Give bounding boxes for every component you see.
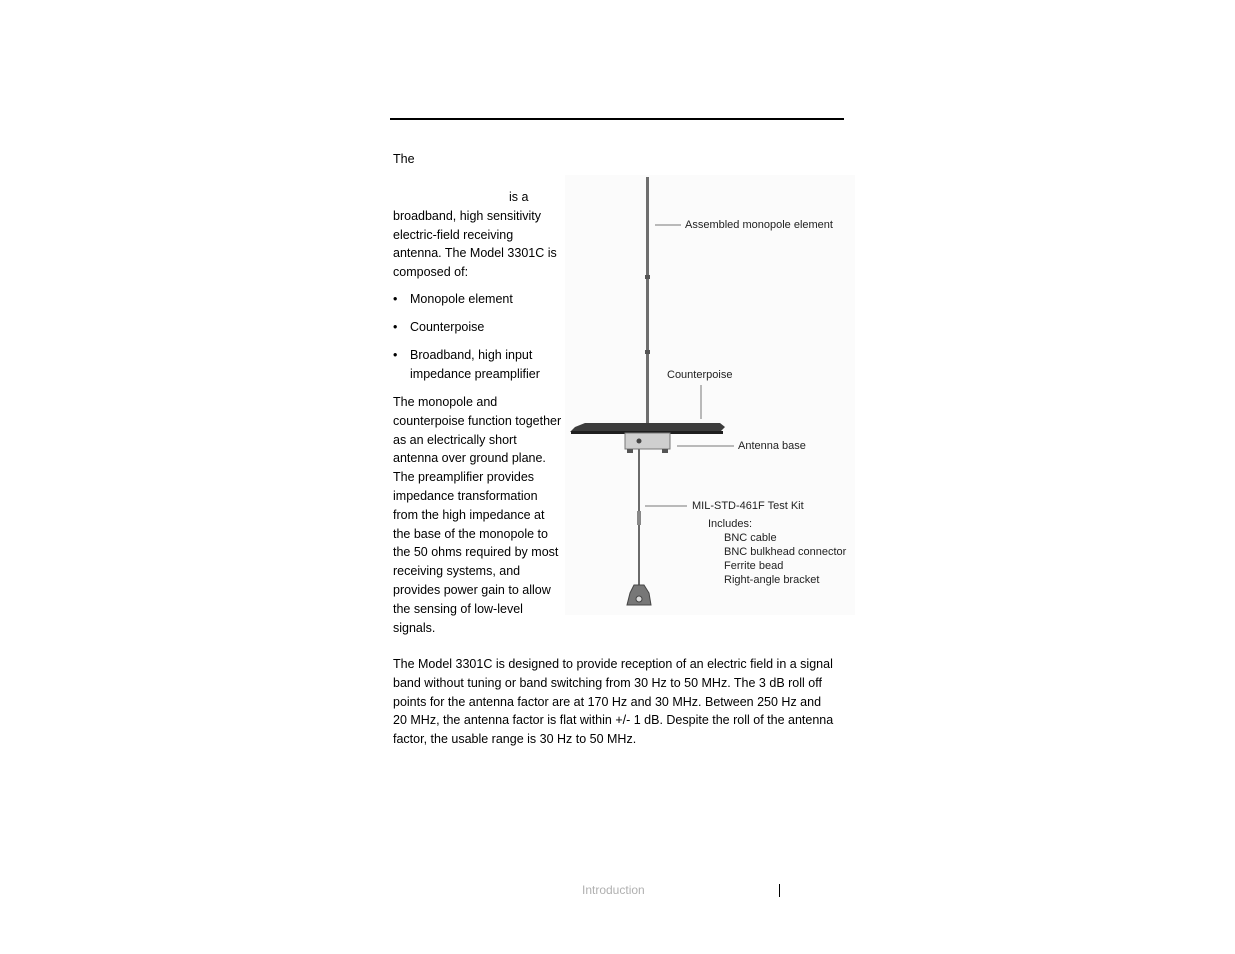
component-label: Counterpoise [410,320,485,335]
bullet-icon: • [393,292,398,306]
component-list [393,290,568,393]
footer-divider [779,884,780,897]
base-connector [637,439,642,444]
bullet-icon: • [393,320,398,335]
monopole-joint [645,275,650,279]
component-label: Monopole element [410,292,513,306]
label-includes: Includes: [708,518,753,530]
list-item [393,346,568,382]
label-monopole: Assembled monopole element [685,219,833,231]
antenna-figure [565,175,855,615]
monopole-rod [646,177,649,425]
component-label: Broadband, high input impedance preamplifier [410,348,540,381]
label-kit-item: BNC cable [724,532,777,544]
intro-body: broadband, high sensitivity electric-field receiving antenna. The Model 3301C is composed of: [393,208,557,280]
base-foot [627,449,633,453]
header-rule [390,118,844,120]
list-item [393,290,568,308]
intro-lead-word: The [393,152,415,166]
label-kit-item: Ferrite bead [724,560,784,572]
label-kit-item: Right-angle bracket [724,574,820,586]
list-item [393,318,568,336]
ferrite-bead [637,511,641,525]
bnc-connector-hole [636,596,642,602]
intro-paragraph [393,188,565,282]
antenna-base-box [625,433,670,449]
label-test-kit: MIL-STD-461F Test Kit [692,500,804,512]
design-paragraph: The Model 3301C is designed to provide reception of an electric field in a signal band without tuning or band switching from 30 Hz to 50 MHz. The 3 dB roll off points for the antenna factor are at 170 Hz and 30 MHz. Between 250 Hz and 20 MHz, the antenna factor is flat within +/- 1 dB. Despite the roll of the antenna factor, the usable range is 30 Hz to 50 MHz. [393,657,834,747]
label-counterpoise: Counterpoise [667,369,733,381]
function-paragraph: The monopole and counterpoise function together as an electrically short antenna over ground plane. The preamplifier provides impedance transformation from the high impedance at the base of the monopole to the 50 ohms required by most receiving systems, and provides power gain to allow the sensing of low-level signals. [393,395,562,635]
label-kit-item: BNC bulkhead connector [724,546,847,558]
counterpoise-plate [570,423,725,432]
bullet-icon: • [393,348,398,363]
base-foot [662,449,668,453]
monopole-joint [645,350,650,354]
label-antenna-base: Antenna base [738,440,806,452]
intro-continuation: is a [509,190,529,204]
footer-section-title: Introduction [582,883,645,897]
